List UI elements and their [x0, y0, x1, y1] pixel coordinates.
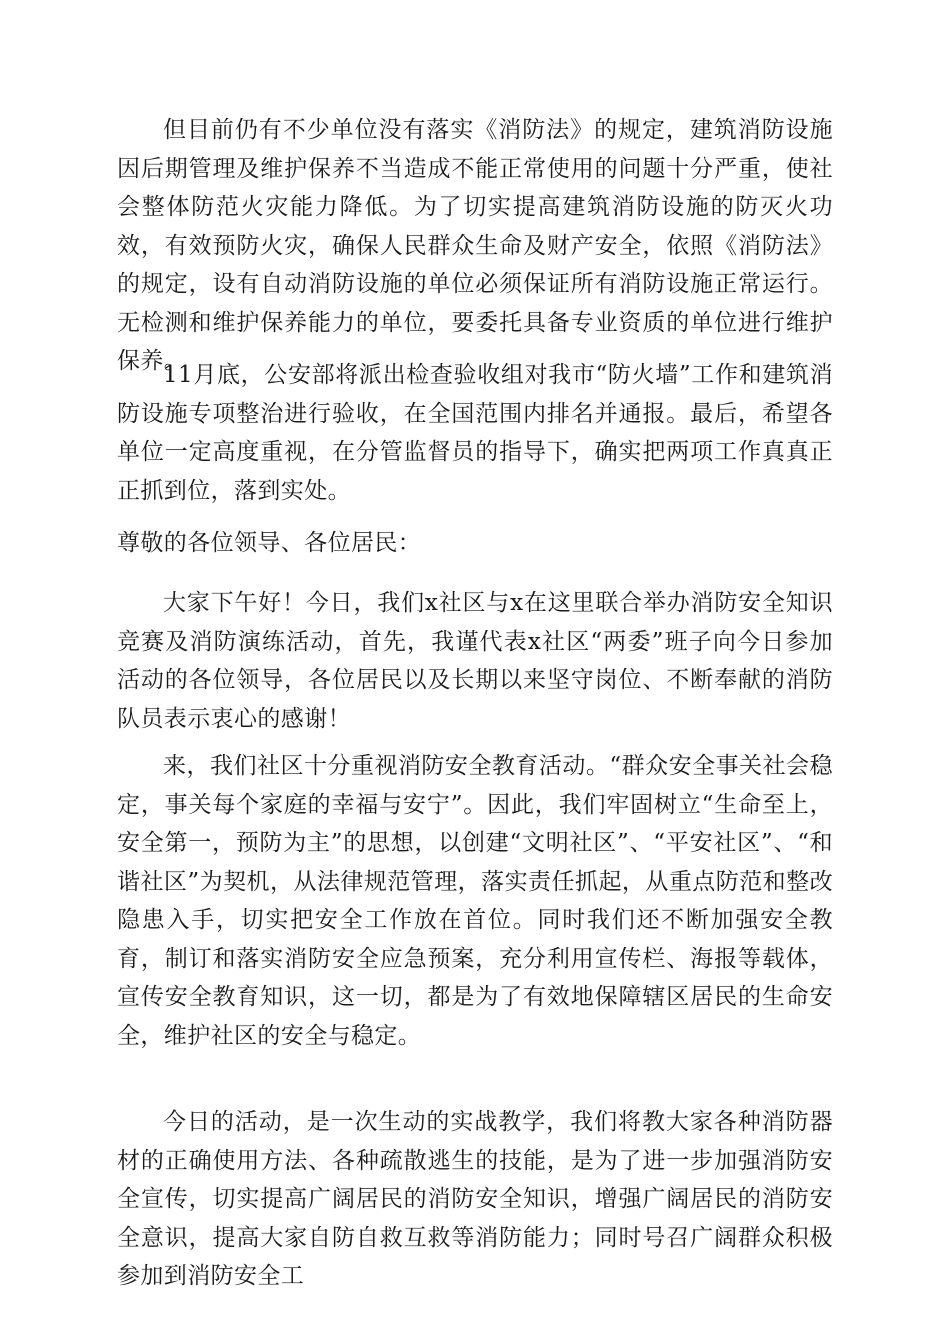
paragraph-inspection-notice: 11月底，公安部将派出检查验收组对我市“防火墙”工作和建筑消防设施专项整治进行验收，在全国范围内排名并通报。最后，希望各单位一定高度重视，在分管监督员的指导下，确实把两项工作真真正正抓到位，落到实处。 [117, 362, 833, 504]
paragraph-activity-purpose: 今日的活动，是一次生动的实战教学，我们将教大家各种消防器材的正确使用方法、各种疏散逃生的技能，是为了进一步加强消防安全宣传，切实提高广阔居民的消防安全知识，增强广阔居民的消防安全意识，提高大家自防自救互救等消防能力；同时号召广阔群众积极参加到消防安全工 [117, 1109, 833, 1289]
paragraph-greeting: 大家下午好！今日，我们x社区与x在这里联合举办消防安全知识竞赛及消防演练活动，首先，我谨代表x社区“两委”班子向今日参加活动的各位领导，各位居民以及长期以来坚守岗位、不断奉献的消防队员表示衷心的感谢！ [117, 590, 833, 732]
paragraph-fire-law-compliance: 但目前仍有不少单位没有落实《消防法》的规定，建筑消防设施因后期管理及维护保养不当造成不能正常使用的问题十分严重，使社会整体防范火灾能力降低。为了切实提高建筑消防设施的防灭火功效，有效预防火灾，确保人民群众生命及财产安全，依照《消防法》的规定，设有自动消防设施的单位必须保证所有消防设施正常运行。无检测和维护保养能力的单位，要委托具备专业资质的单位进行维护保养。 [117, 117, 833, 374]
paragraph-community-safety: 来，我们社区十分重视消防安全教育活动。“群众安全事关社会稳定，事关每个家庭的幸福与安宁”。因此，我们牢固树立“生命至上，安全第一，预防为主”的思想，以创建“文明社区”、“平安社区”、“和谐社区”为契机，从法律规范管理，落实责任抓起，从重点防范和整改隐患入手，切实把安全工作放在首位。同时我们还不断加强安全教育，制订和落实消防安全应急预案，充分利用宣传栏、海报等载体，宣传安全教育知识，这一切，都是为了有效地保障辖区居民的生命安全，维护社区的安全与稳定。 [117, 753, 833, 1049]
salutation-line: 尊敬的各位领导、各位居民： [117, 530, 422, 556]
